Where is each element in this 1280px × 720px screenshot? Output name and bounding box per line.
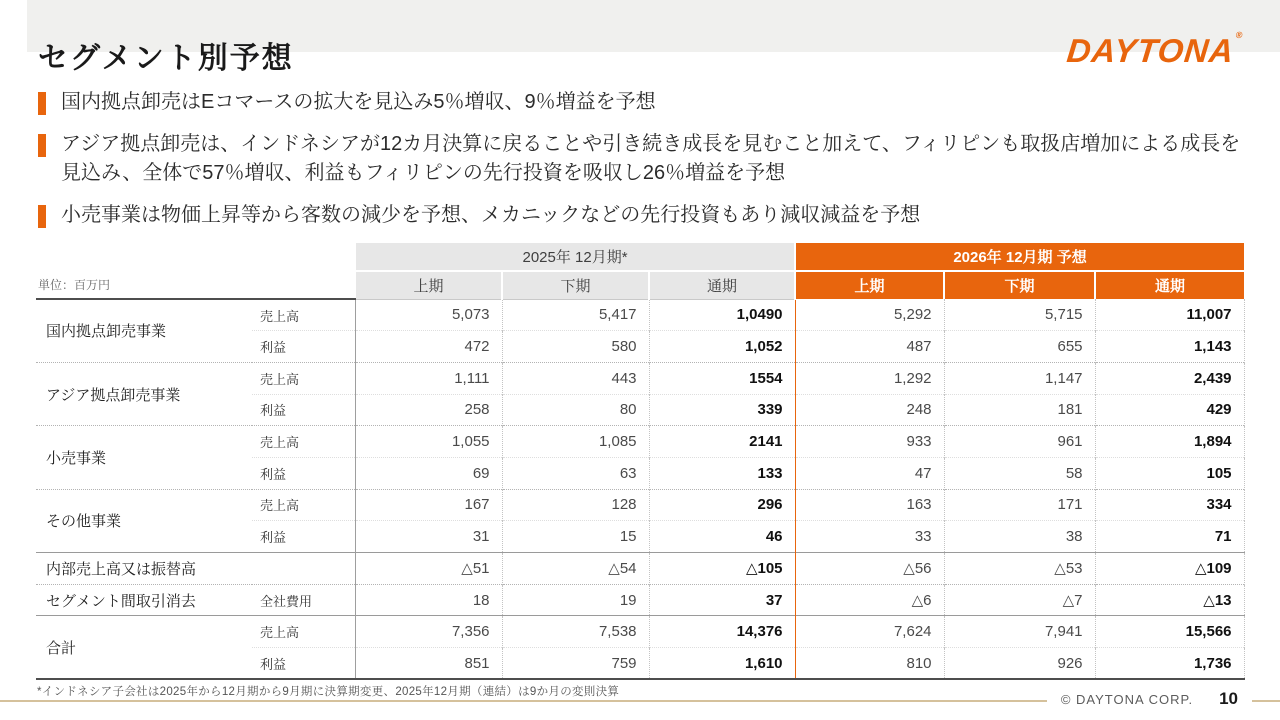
cell: 1,085 [502, 426, 649, 458]
summary-bullets [38, 88, 1243, 243]
cell: 19 [502, 584, 649, 616]
segment-label: セグメント間取引消去 [36, 584, 252, 616]
cell: 5,073 [355, 299, 502, 331]
cell: 1,736 [1095, 648, 1244, 680]
page-number: 10 [1219, 689, 1238, 708]
segment-forecast-table [36, 243, 1245, 680]
cell: 1,143 [1095, 331, 1244, 363]
cell: 167 [355, 489, 502, 521]
bullet-text: 国内拠点卸売はEコマースの拡大を見込み5％増収、9％増益を予想 [61, 91, 656, 113]
col-header-2026-h1: 上期 [795, 271, 944, 299]
cell: 1554 [649, 362, 795, 394]
table-row [36, 489, 1244, 521]
daytona-logo-text: DAYTONA [1065, 32, 1237, 69]
cell: △7 [944, 584, 1095, 616]
footer [1047, 689, 1252, 709]
cell: △53 [944, 553, 1095, 585]
table-row [36, 584, 1244, 616]
cell: 163 [795, 489, 944, 521]
cell: 1,055 [355, 426, 502, 458]
cell: 851 [355, 648, 502, 680]
cell: 7,941 [944, 616, 1095, 648]
table-row [36, 426, 1244, 458]
cell: 31 [355, 521, 502, 553]
cell: 18 [355, 584, 502, 616]
cell: 47 [795, 457, 944, 489]
metric-label: 利益 [252, 331, 355, 363]
cell: 5,292 [795, 299, 944, 331]
metric-label: 利益 [252, 521, 355, 553]
cell: 33 [795, 521, 944, 553]
cell: △51 [355, 553, 502, 585]
table-row [36, 299, 1244, 331]
cell: 181 [944, 394, 1095, 426]
cell: 80 [502, 394, 649, 426]
table-group-header-row [36, 243, 1244, 271]
cell: △54 [502, 553, 649, 585]
metric-label: 売上高 [260, 308, 300, 324]
segment-label: 合計 [36, 616, 252, 679]
col-header-2025-h1: 上期 [355, 271, 502, 299]
cell: 105 [1095, 457, 1244, 489]
cell: 7,624 [795, 616, 944, 648]
unit-label: 単位：百万円 [36, 243, 355, 299]
cell: 14,376 [649, 616, 795, 648]
cell: 961 [944, 426, 1095, 458]
cell: 1,0490 [649, 299, 795, 331]
cell: 296 [649, 489, 795, 521]
cell: 58 [944, 457, 1095, 489]
cell: 248 [795, 394, 944, 426]
cell: 2141 [649, 426, 795, 458]
col-header-2025-full: 通期 [649, 271, 795, 299]
cell: 46 [649, 521, 795, 553]
cell: 133 [649, 457, 795, 489]
col-header-2026-full: 通期 [1095, 271, 1244, 299]
metric-label: 売上高 [252, 426, 355, 458]
metric-label: 利益 [252, 457, 355, 489]
cell: 334 [1095, 489, 1244, 521]
cell: 38 [944, 521, 1095, 553]
bullet-item [38, 130, 1243, 188]
segment-label: 小売事業 [36, 426, 252, 489]
segment-label: 内部売上高又は振替高 [36, 553, 355, 585]
cell: 443 [502, 362, 649, 394]
metric-label: 売上高 [252, 489, 355, 521]
fy2025-group-header: 2025年 12月期* [355, 243, 795, 271]
cell: 1,894 [1095, 426, 1244, 458]
metric-label: 売上高 [252, 616, 355, 648]
cell: 5,417 [502, 299, 649, 331]
cell: 1,292 [795, 362, 944, 394]
cell: 7,356 [355, 616, 502, 648]
col-header-2025-h2: 下期 [502, 271, 649, 299]
bullet-marker-icon [38, 92, 46, 115]
table-row [36, 362, 1244, 394]
col-header-2026-h2: 下期 [944, 271, 1095, 299]
bullet-item [38, 88, 1243, 117]
segment-label: アジア拠点卸売事業 [36, 362, 252, 425]
cell: 37 [649, 584, 795, 616]
cell: 926 [944, 648, 1095, 680]
cell: 1,111 [355, 362, 502, 394]
cell: 655 [944, 331, 1095, 363]
slide-title: セグメント別予想 [38, 42, 294, 75]
metric-label: 利益 [252, 648, 355, 680]
cell: 258 [355, 394, 502, 426]
cell: △13 [1095, 584, 1244, 616]
metric-label: 売上高 [252, 362, 355, 394]
metric-label: 利益 [252, 394, 355, 426]
cell: 11,007 [1095, 299, 1244, 331]
cell: 339 [649, 394, 795, 426]
cell: △56 [795, 553, 944, 585]
footnote: *インドネシア子会社は2025年から12月期から9月期に決算期変更、2025年12月期（連結）は9か月の変則決算 [37, 686, 620, 698]
cell: 71 [1095, 521, 1244, 553]
cell: 1,052 [649, 331, 795, 363]
cell: 759 [502, 648, 649, 680]
cell: 128 [502, 489, 649, 521]
cell: 429 [1095, 394, 1244, 426]
cell: 487 [795, 331, 944, 363]
cell: 15,566 [1095, 616, 1244, 648]
segment-label: 国内拠点卸売事業 [46, 323, 167, 341]
bullet-item [38, 201, 1243, 230]
bullet-marker-icon [38, 205, 46, 228]
cell: 63 [502, 457, 649, 489]
cell: 5,715 [944, 299, 1095, 331]
metric-label: 全社費用 [252, 584, 355, 616]
copyright-text: © DAYTONA CORP. [1060, 691, 1194, 707]
cell: 1,147 [944, 362, 1095, 394]
daytona-logo [1065, 32, 1244, 70]
cell: 69 [355, 457, 502, 489]
fy2026-group-header: 2026年 12月期 予想 [795, 243, 1244, 271]
table-row [36, 616, 1244, 648]
segment-label: その他事業 [36, 489, 252, 552]
cell: 171 [944, 489, 1095, 521]
cell: 1,610 [649, 648, 795, 680]
cell: 7,538 [502, 616, 649, 648]
cell: 472 [355, 331, 502, 363]
cell: 2,439 [1095, 362, 1244, 394]
bullet-text: アジア拠点卸売は、インドネシアが12カ月決算に戻ることや引き続き成長を見むこと加えて、フィリピンも取扱店増加による成長を見込み、全体で57％増収、利益もフィリピンの先行投資を吸収し26％増益を予想 [61, 133, 1241, 184]
cell: △109 [1095, 553, 1244, 585]
cell: △6 [795, 584, 944, 616]
cell: 810 [795, 648, 944, 680]
cell: 933 [795, 426, 944, 458]
registered-mark: ® [1235, 30, 1245, 40]
table-row [36, 553, 1244, 585]
bullet-marker-icon [38, 134, 46, 157]
cell: 15 [502, 521, 649, 553]
cell: △105 [649, 553, 795, 585]
cell: 580 [502, 331, 649, 363]
bullet-text: 小売事業は物価上昇等から客数の減少を予想、メカニックなどの先行投資もあり減収減益を予想 [61, 204, 921, 226]
